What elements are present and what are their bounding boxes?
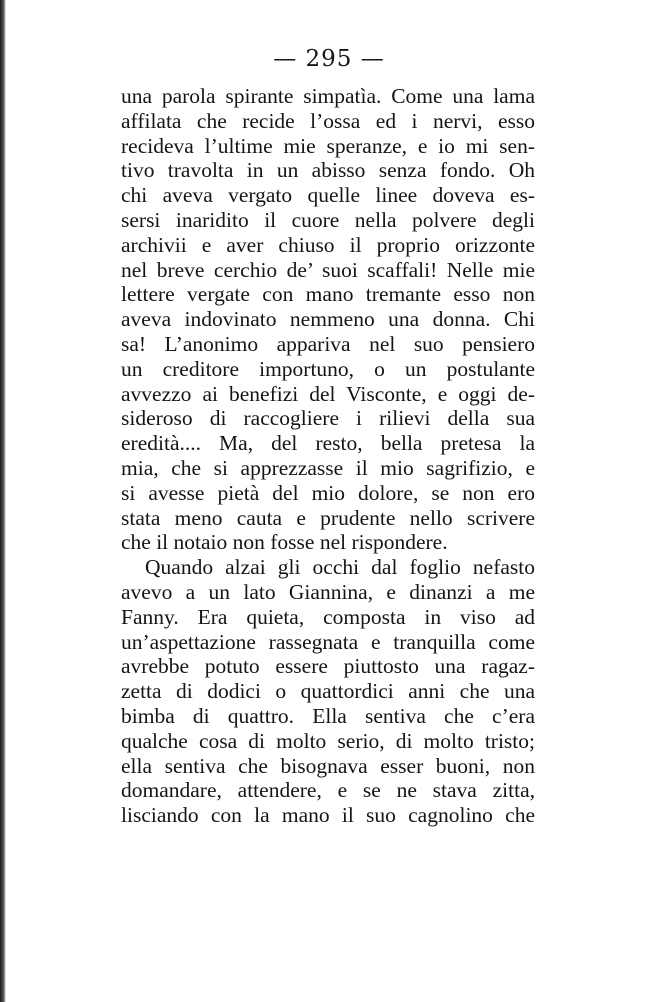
text-line: domandare, attendere, e se ne stava zitta,	[121, 778, 535, 803]
text-line: stata meno cauta e prudente nello scrivere	[121, 505, 535, 530]
text-line: avvezzo ai benefizi del Visconte, e oggi de-	[121, 381, 535, 406]
text-line: chi aveva vergato quelle linee doveva es-	[121, 183, 535, 208]
text-line: zetta di dodici o quattordici anni che una	[121, 679, 535, 704]
text-line: recideva l’ultime mie speranze, e io mi sen-	[121, 133, 535, 158]
text-line: qualche cosa di molto serio, di molto tristo;	[121, 728, 535, 753]
page-number: — 295 —	[273, 46, 385, 72]
text-line: tivo travolta in un abisso senza fondo. Oh	[121, 158, 535, 183]
text-line: aveva indovinato nemmeno una donna. Chi	[121, 307, 535, 332]
text-line: ella sentiva che bisognava esser buoni, non	[121, 753, 535, 778]
page-spine-edge	[0, 0, 6, 1002]
text-line: un creditore importuno, o un postulante	[121, 356, 535, 381]
body-text	[121, 84, 535, 828]
text-line: eredità.... Ma, del resto, bella pretesa la	[121, 431, 535, 456]
text-line: Fanny. Era quieta, composta in viso ad	[121, 604, 535, 629]
text-line: si avesse pietà del mio dolore, se non ero	[121, 480, 535, 505]
text-line: sa! L’anonimo appariva nel suo pensiero	[121, 331, 535, 356]
paragraph-2	[121, 555, 535, 828]
text-line: una parola spirante simpatìa. Come una lama	[121, 84, 535, 108]
text-line: sersi inaridito il cuore nella polvere degli	[121, 207, 535, 232]
text-line: lettere vergate con mano tremante esso non	[121, 282, 535, 307]
text-line: nel breve cerchio de’ suoi scaffali! Nelle mie	[121, 257, 535, 282]
text-line: archivii e aver chiuso il proprio orizzonte	[121, 232, 535, 257]
text-line: avevo a un lato Giannina, e dinanzi a me	[121, 579, 535, 604]
text-line: lisciando con la mano il suo cagnolino che	[121, 803, 535, 828]
text-line: affilata che recide l’ossa ed i nervi, esso	[121, 108, 535, 133]
text-line: mia, che si apprezzasse il mio sagrifizio, e	[121, 455, 535, 480]
text-line: avrebbe potuto essere piuttosto una ragaz-	[121, 654, 535, 679]
text-line: Quando alzai gli occhi dal foglio nefasto	[145, 555, 535, 580]
text-line: bimba di quattro. Ella sentiva che c’era	[121, 703, 535, 728]
text-line: un’aspettazione rassegnata e tranquilla come	[121, 629, 535, 654]
text-line: sideroso di raccogliere i rilievi della sua	[121, 406, 535, 431]
text-line: che il notaio non fosse nel rispondere.	[121, 530, 448, 555]
paragraph-1	[121, 84, 535, 555]
